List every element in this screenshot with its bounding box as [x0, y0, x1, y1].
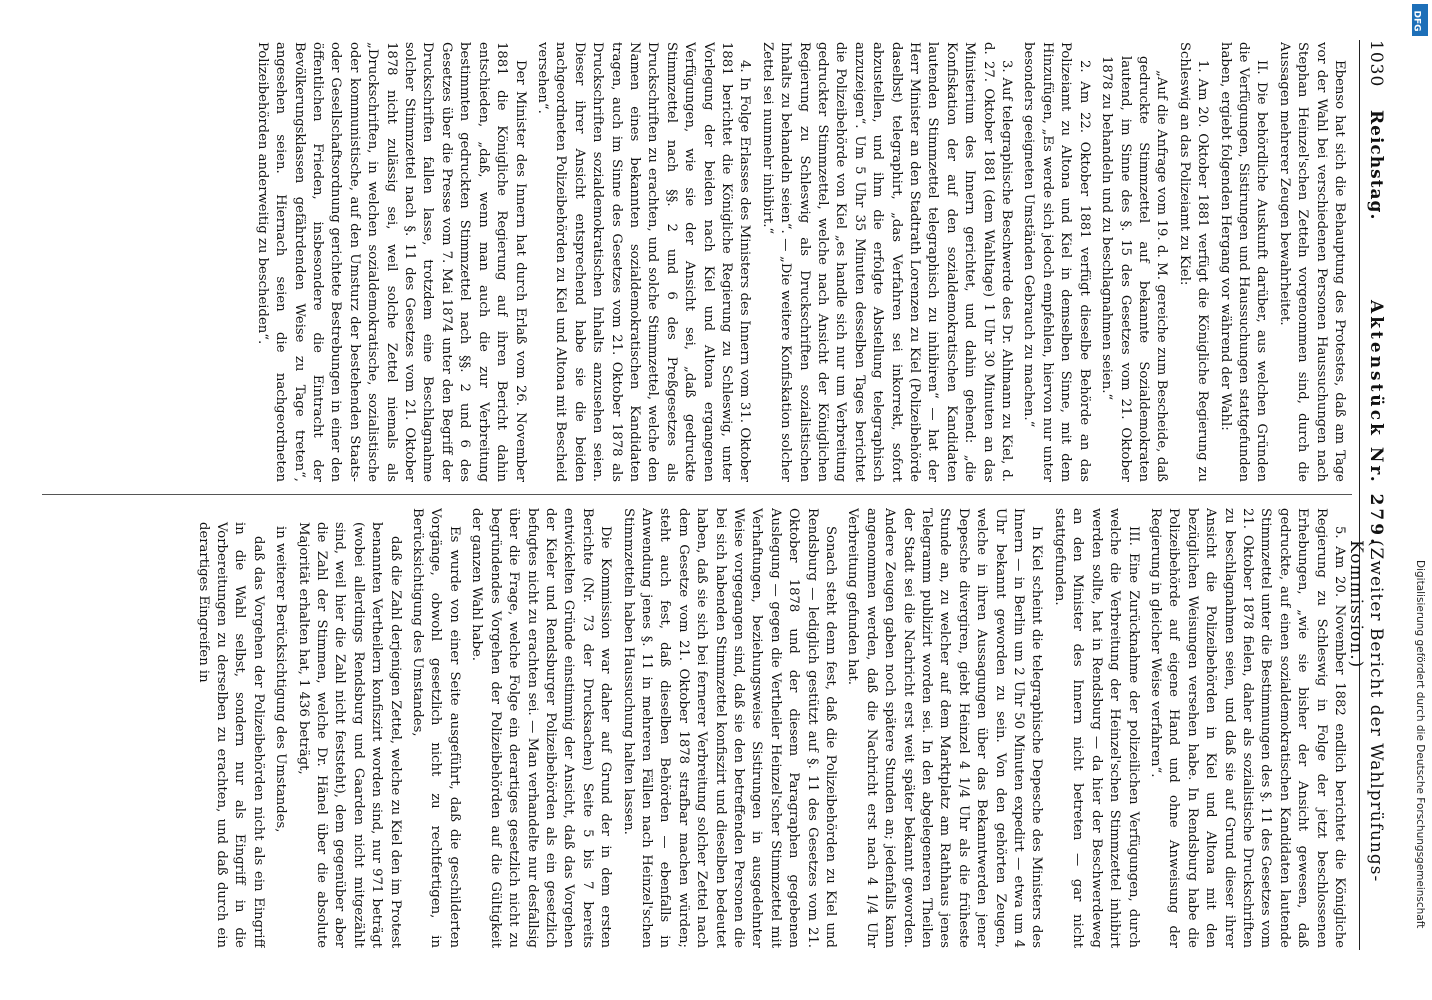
- paragraph: in weiterer Berücksichtigung des Umstandes,: [273, 526, 289, 833]
- right-column: [48, 508, 1348, 948]
- paragraph: 5. Am 20. November 1882 endlich berichtet die Königliche Regierung zu Schleswig in Folge der jetzt beschlossenen Erhebungen, „wie sie bisher der Ansicht gewesen, daß gedruckte, auf einen sozialdemokratischen Kandidaten lautende Stimmzettel unter die Bestimmungen des §. 11 des Gesetzes vom 21. Oktober 1878 fielen, daher als sozialistische Druckschriften zu beschlagnahmen seien, und daß sie auf Grund dieser ihrer Ansicht die Polizeibehörden in Kiel und Altona mit den bezüglichen Weisungen versehen habe. In Rendsburg habe die Polizeibehörde auf eigene Hand und ohne Anweisung der Regierung in gleicher Weise verfahren“.: [1147, 508, 1347, 948]
- paragraph: 1. Am 20. Oktober 1881 verfügt die Königliche Regierung zu Schleswig an das Polizeiamt zu Kiel:: [1176, 42, 1211, 482]
- running-title: Reichstag.: [1366, 110, 1386, 221]
- paragraph: Sonach steht denn fest, daß die Polizeibehörden zu Kiel und Rendsburg — lediglich gestützt auf §. 11 des Gesetzes vom 21. Oktober 1878 und der diesem Paragraphen gegebenen Auslegung — gegen die Vertheiler Heinzel'scher Stimmzettel mit Verhaftungen, beziehungsweise Sistirungen in ausgedehnter Weise vorgegangen sind, daß sie den betreffenden Personen die bei sich habenden Stimmzettel konfiszirt und dieselben bedeutet haben, daß sie sich bei fernerer Verbreitung solcher Zettel nach dem Gesetze vom 21. Oktober 1878 strafbar machen würden; steht auch fest, daß dieselben Behörden — ebenfalls in Anwendung jenes §. 11 in mehreren Fällen nach Heinzel'schen Stimmzetteln haben Haussuchung halten lassen.: [620, 508, 839, 948]
- scanned-page: [20, 20, 1400, 970]
- dfg-logo: DFG: [1412, 4, 1428, 36]
- paragraph: Ebenso hat sich die Behauptung des Protestes, daß am Tage vor der Wahl bei verschiedenen Personen Haussuchungen nach Stephan Heinzel'schen Zetteln vorgenommen sind, durch die Aussagen mehrerer Zeugen bewahrheitet.: [1276, 42, 1347, 482]
- column-divider: [42, 494, 1352, 495]
- left-column: [48, 42, 1348, 482]
- paragraph: Der Minister des Innern hat durch Erlaß vom 26. November 1881 die Königliche Regierung auf ihren Bericht dahin entschieden, „daß, wenn man auch die zur Verbreitung bestimmten gedruckten Stimmzettel nach §§. 2 und 6 des Gesetzes über die Presse vom 7. Mai 1874 unter den Begriff der Druckschriften fallen lasse, trotzdem eine Beschlagnahme solcher Stimmzettel nach §. 11 des Gesetzes vom 21. Oktober 1878 nicht zulässig sei, weil solche Zettel niemals als „Druckschriften, in welchen sozialdemokratische, sozialistische oder kommunistische, auf den Umsturz der bestehenden Staats- oder Gesellschaftsordnung gerichtete Bestrebungen in einer den öffentlichen Frieden, insbesondere die Eintracht der Bevölkerungsklassen gefährdenden Weise zu Tage treten“, angesehen seien. Hiernach seien die nachgeordneten Polizeibehörden anderweitig zu bescheiden“.: [254, 42, 528, 482]
- page-header: [1346, 40, 1390, 950]
- quote-paragraph: daß das Vorgehen der Polizeibehörden nicht als ein Eingriff in die Wahl selbst, sondern nur als Eingriff in die Vorbereitungen zu derselben zu erachten, und daß durch ein derartiges Eingreifen in: [195, 522, 266, 948]
- dfg-sidebar: [1408, 0, 1430, 1000]
- header-rule: [1359, 40, 1360, 950]
- paragraph: 2. Am 22. Oktober 1881 verfügt dieselbe Behörde an das Polizeiamt zu Altona und Kiel in demselben Sinne, mit dem Hinzufügen, „Es werde sich jedoch empfehlen, hiervon nur unter besonders geeigneten Umständen Gebrauch zu machen.“: [1021, 42, 1092, 482]
- paragraph: Die Kommission war daher auf Grund der in dem ersten Berichte (Nr. 73 der Drucksachen) Seite 5 bis 7 bereits entwickelten Gründe einstimmig der Ansicht, daß das Vorgehen der Kieler und Rendsburger Polizeibehörden als ein gesetzlich befugtes nicht zu erachten sei. — Man verhandelte nur desfallsig über die Frage, welche Folge ein derartiges gesetzlich nicht zu begründendes Vorgehen der Polizeibehörden auf die Gültigkeit der ganzen Wahl habe.: [469, 508, 614, 948]
- page-number: 1030: [1366, 40, 1386, 88]
- quote-paragraph: „Auf die Anfrage vom 19. d. M. gereiche zum Bescheide, daß gedruckte Stimmzettel auf bekannte Sozialdemokraten lautend, im Sinne des §. 15 des Gesetzes vom 21. Oktober 1878 zu behandeln und zu beschlagnahmen seien.“: [1099, 56, 1170, 482]
- rotated-content: [20, 20, 1400, 970]
- paragraph: II. Die behördliche Auskunft darüber, aus welchen Gründen die Verfügungen, Sistirungen und Haussuchungen stattgefunden haben, ergiebt folgenden Hergang vor während der Wahl:: [1217, 42, 1270, 482]
- header-subtitle: (Zweiter Bericht der Wahlprüfungs-Kommission.): [1346, 540, 1386, 883]
- paragraph: 3. Auf telegraphische Beschwerde des Dr. Ahlmann zu Kiel, d. d. 27. Oktober 1881 (dem Wahltage) 1 Uhr 30 Minuten an das Ministerium des Innern gerichtet, und dahin gehend: „die Konfiskation der auf den sozialdemokratischen Kandidaten lautenden Stimmzettel telegraphisch zu inhibiren“ — hat der Herr Minister an den Stadtrath Lorenzen zu Kiel (Polizeibehörde daselbst) telegraphirt, „das Verfahren sei inkorrekt, sofort abzustellen, und ihm die erfolgte Abstellung telegraphisch anzuzeigen“. Um 5 Uhr 35 Minuten desselben Tages berichtet die Polizeibehörde von Kiel „es handle sich nur um Verbreitung gedruckter Stimmzettel, welche nach Ansicht der Königlichen Regierung zu Schleswig als Druckschriften sozialistischen Inhalts zu behandeln seien“. — „Die weitere Konfiskation solcher Zettel sei nunmehr inhibirt.“: [759, 42, 1015, 482]
- paragraph: In Kiel scheint die telegraphische Depesche des Ministers des Innern — in Berlin um 2 Uhr 50 Minuten expedirt — etwa um 4 Uhr bekannt geworden zu sein. Von den gehörten Zeugen, welche in ihren Aussagungen über das Bekanntwerden jener Depesche divergiren, giebt Heinzel 4 1/4 Uhr als die früheste Stunde an, zu welcher auf dem Marktplatz am Rathhaus jenes Telegramm publizirt worden sei. In den abgelegeneren Theilen der Stadt sei die Nachricht erst weit später bekannt geworden. Andere Zeugen gaben noch spätere Stunden an; jedenfalls kann angenommen werden, daß die Nachricht erst nach 4 1/4 Uhr Verbreitung gefunden hat.: [845, 508, 1045, 948]
- paragraph: Es wurde von einer Seite ausgeführt, daß die geschilderten Vorgänge, obwohl gesetzlich nicht zu rechtfertigen, in Berücksichtigung des Umstandes,: [410, 508, 462, 948]
- paragraph: 4. In Folge Erlasses des Ministers des Innern vom 31. Oktober 1881 berichtet die Königliche Regierung zu Schleswig, unter Vorlegung der beiden nach Kiel und Altona ergangenen Verfügungen, wie sie der Ansicht sei, „daß gedruckte Stimmzettel nach §§. 2 und 6 des Preßgesetzes als Druckschriften zu erachten, und solche Stimmzettel, welche den Namen eines bekannten sozialdemokratischen Kandidaten tragen, auch im Sinne des Gesetzes vom 21. Oktober 1878 als Druckschriften sozialdemokratischen Inhalts anzusehen seien. Dieser ihrer Ansicht entsprechend habe sie die beiden nachgeordneten Polizeibehörden zu Kiel und Altona mit Bescheid versehen“.: [534, 42, 753, 482]
- document-number: Aktenstück Nr. 279.: [1366, 300, 1386, 548]
- quote-paragraph: daß die Zahl derjenigen Zettel, welche zu Kiel den im Protest benannten Vertheilern konfiszirt worden sind, nur 971 beträgt (wobei allerdings Rendsburg und Gaarden nicht mitgezählt sind, weil hier die Zahl nicht feststeht), dem gegenüber aber die Zahl der Stimmen, welche Dr. Hänel über die absolute Majorität erhalten hat, 1 436 beträgt,: [295, 522, 403, 948]
- dfg-notice: Digitalisierung gefördert durch die Deutsche Forschungsgemeinschaft: [1414, 560, 1426, 929]
- paragraph: III. Eine Zurücknahme der polizeilichen Verfügungen, durch welche die Verbreitung der Heinzel'schen Stimmzettel inhibirt werden sollte, hat in Rendsburg — da hier der Beschwerdeweg an den Minister des Innern nicht betreten — gar nicht stattgefunden.: [1051, 508, 1141, 948]
